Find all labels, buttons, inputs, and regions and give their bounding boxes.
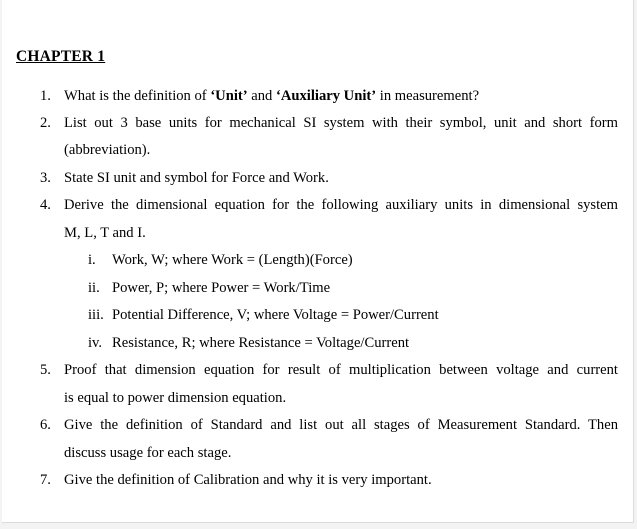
question-5-line-1: Proof that dimension equation for result of multiplication between voltage and current <box>64 362 618 378</box>
question-2-line-2: (abbreviation). <box>64 142 151 158</box>
question-7-line-1: Give the definition of Calibration and why it is very important. <box>64 472 432 488</box>
question-4-sub-iv-numeral: iv. <box>88 335 103 351</box>
question-1-text-start: What is the definition of <box>64 88 211 104</box>
question-4-sub-iv-text: Resistance, R; where Resistance = Voltage/Current <box>112 335 410 351</box>
question-4-sub-i-text: Work, W; where Work = (Length)(Force) <box>112 252 353 268</box>
question-2-line-1: List out 3 base units for mechanical SI system with their symbol, unit and short form <box>64 115 618 131</box>
question-2-number: 2. <box>40 115 51 131</box>
question-6-line-2: discuss usage for each stage. <box>64 445 232 461</box>
question-1-text-end: in measurement? <box>376 88 480 104</box>
question-1-term-auxiliary-unit: ‘Auxiliary Unit’ <box>275 88 377 104</box>
question-4-line-2: M, L, T and I. <box>64 225 146 241</box>
question-4-sub-ii-text: Power, P; where Power = Work/Time <box>112 280 331 296</box>
question-3-number: 3. <box>40 170 51 186</box>
question-7-number: 7. <box>40 472 51 488</box>
question-4-sub-iii-numeral: iii. <box>88 307 104 323</box>
question-6-number: 6. <box>40 417 51 433</box>
document-page <box>2 0 634 523</box>
question-5-number: 5. <box>40 362 51 378</box>
question-4-line-1: Derive the dimensional equation for the following auxiliary units in dimensional system <box>64 197 618 213</box>
chapter-heading: CHAPTER 1 <box>16 48 106 65</box>
question-3-line-1: State SI unit and symbol for Force and Work. <box>64 170 329 186</box>
question-5-line-2: is equal to power dimension equation. <box>64 390 287 406</box>
question-4-number: 4. <box>40 197 51 213</box>
question-4-sub-iii-text: Potential Difference, V; where Voltage = Power/Current <box>112 307 439 323</box>
question-1-term-unit: ‘Unit’ <box>210 88 248 104</box>
question-4-sub-i-numeral: i. <box>88 252 96 268</box>
question-1-text-and: and <box>247 88 276 104</box>
question-1-number: 1. <box>40 88 51 104</box>
question-6-line-1: Give the definition of Standard and list out all stages of Measurement Standard. Then <box>64 417 618 433</box>
question-1-text <box>64 87 479 105</box>
question-4-sub-ii-numeral: ii. <box>88 280 100 296</box>
